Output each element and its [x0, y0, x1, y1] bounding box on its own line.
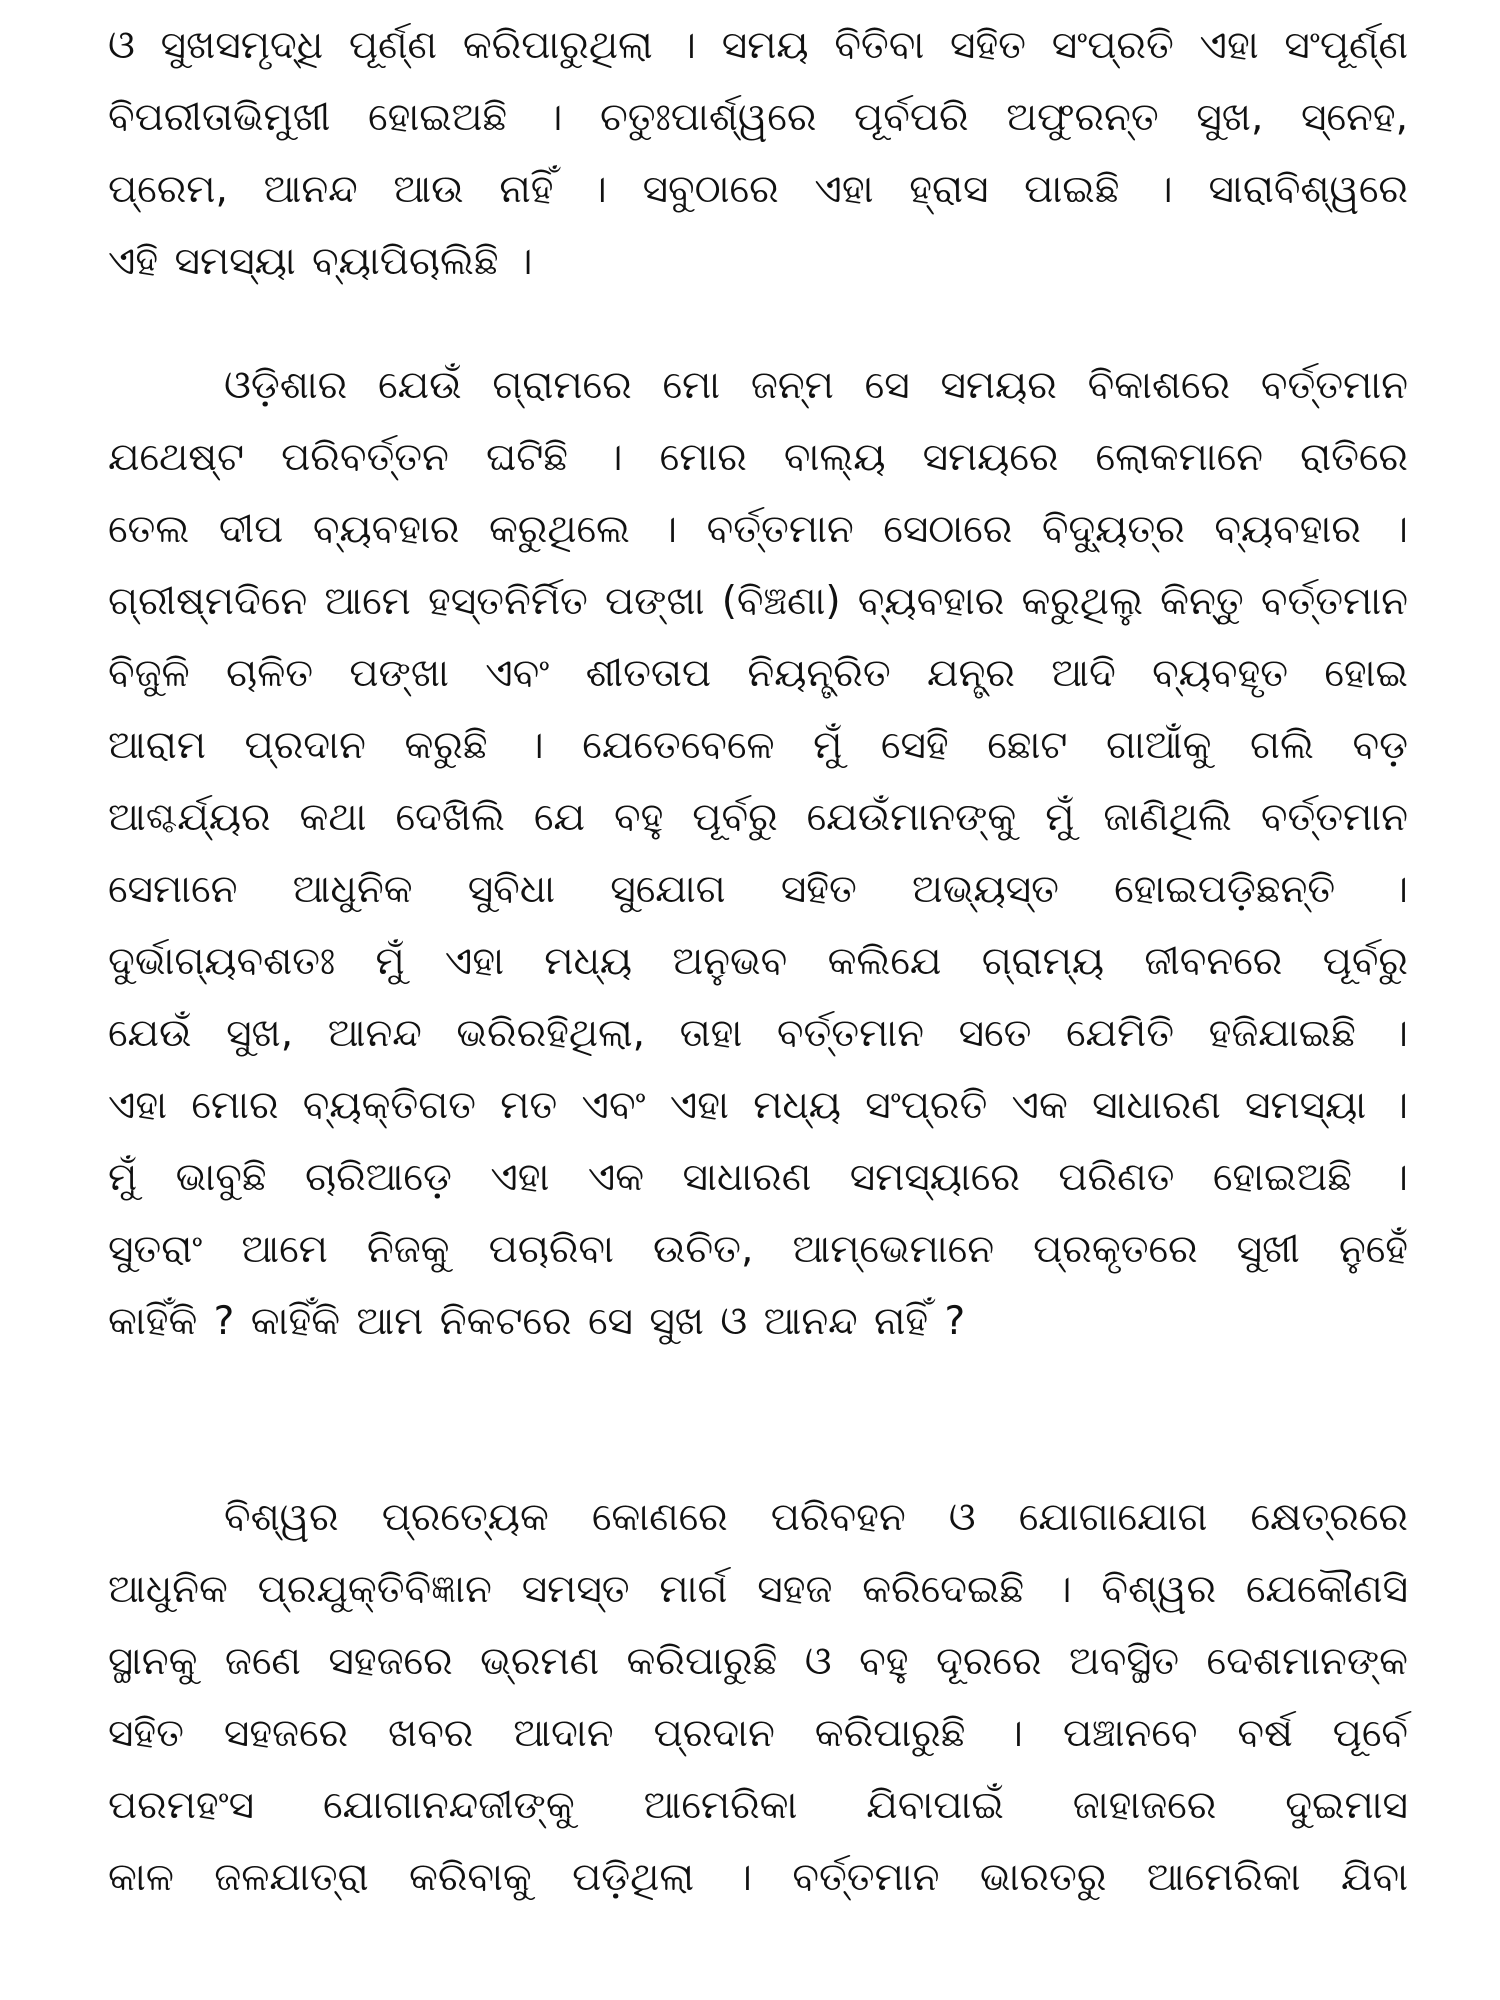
text-line: ଆଶ୍ଚର୍ଯ୍ୟର କଥା ଦେଖିଲି ଯେ ବହୁ ପୂର୍ବରୁ ଯେଉଁମାନଙ୍କୁ ମୁଁ ଜାଣିଥିଲି ବର୍ତ୍ତମାନ: [108, 795, 1408, 840]
text-line: ବିଶ୍ୱର ପ୍ରତ୍ୟେକ କୋଣରେ ପରିବହନ ଓ ଯୋଗାଯୋଗ କ୍ଷେତ୍ରରେ: [224, 1495, 1408, 1540]
text-line: ତେଲ ଦୀପ ବ୍ୟବହାର କରୁଥିଲେ । ବର୍ତ୍ତମାନ ସେଠାରେ ବିଦ୍ୟୁତ୍‌ର ବ୍ୟବହାର ।: [108, 507, 1408, 552]
text-line: ଓ ସୁଖସମୃଦ୍ଧି ପୂର୍ଣ୍ଣ କରିପାରୁଥିଲା । ସମୟ ବିତିବା ସହିତ ସଂପ୍ରତି ଏହା ସଂପୂର୍ଣ୍ଣ: [108, 23, 1408, 68]
text-line: ପ୍ରେମ, ଆନନ୍ଦ ଆଉ ନାହିଁ । ସବୁଠାରେ ଏହା ହ୍ରାସ ପାଇଛି । ସାରାବିଶ୍ୱରେ: [108, 167, 1408, 212]
text-line: ବିଜୁଳି ଚାଳିତ ପଙ୍ଖା ଏବଂ ଶୀତତାପ ନିୟନ୍ତ୍ରିତ ଯନ୍ତ୍ର ଆଦି ବ୍ୟବହୃତ ହୋଇ: [108, 651, 1408, 696]
paragraph-3: [108, 1482, 1408, 1914]
text-line: ସୁତରାଂ ଆମେ ନିଜକୁ ପଚାରିବା ଉଚିତ, ଆମ୍ଭେମାନେ ପ୍ରକୃତରେ ସୁଖୀ ନୁହେଁ: [108, 1227, 1408, 1272]
paragraph-1: [108, 10, 1408, 298]
text-line: ଦୁର୍ଭାଗ୍ୟବଶତଃ ମୁଁ ଏହା ମଧ୍ୟ ଅନୁଭବ କଲିଯେ ଗ୍ରାମ୍ୟ ଜୀବନରେ ପୂର୍ବରୁ: [108, 939, 1408, 984]
text-line: ଆରାମ ପ୍ରଦାନ କରୁଛି । ଯେତେବେଳେ ମୁଁ ସେହି ଛୋଟ ଗାଆଁକୁ ଗଲି ବଡ଼: [108, 723, 1408, 768]
text-line: ପରମହଂସ ଯୋଗାନନ୍ଦଜୀଙ୍କୁ ଆମେରିକା ଯିବାପାଇଁ ଜାହାଜରେ ଦୁଇମାସ: [108, 1783, 1408, 1828]
text-line: ବିପରୀତାଭିମୁଖୀ ହୋଇଅଛି । ଚତୁଃପାର୍ଶ୍ୱରେ ପୂର୍ବପରି ଅଫୁରନ୍ତ ସୁଖ, ସ୍ନେହ,: [108, 95, 1408, 140]
text-line: ଯେଉଁ ସୁଖ, ଆନନ୍ଦ ଭରିରହିଥିଲା, ତାହା ବର୍ତ୍ତମାନ ସତେ ଯେମିତି ହଜିଯାଇଛି ।: [108, 1011, 1408, 1056]
text-line: କାହିଁକି ? କାହିଁକି ଆମ ନିକଟରେ ସେ ସୁଖ ଓ ଆନନ୍ଦ ନାହିଁ ?: [108, 1299, 966, 1344]
text-line: ସହିତ ସହଜରେ ଖବର ଆଦାନ ପ୍ରଦାନ କରିପାରୁଛି । ପଞ୍ଚାନବେ ବର୍ଷ ପୂର୍ବେ: [108, 1711, 1408, 1756]
text-line: ସେମାନେ ଆଧୁନିକ ସୁବିଧା ସୁଯୋଗ ସହିତ ଅଭ୍ୟସ୍ତ ହୋଇପଡ଼ିଛନ୍ତି ।: [108, 867, 1408, 912]
text-line: ଏହି ସମସ୍ୟା ବ୍ୟାପିଚାଲିଛି ।: [108, 239, 533, 284]
text-line: ଏହା ମୋର ବ୍ୟକ୍ତିଗତ ମତ ଏବଂ ଏହା ମଧ୍ୟ ସଂପ୍ରତି ଏକ ସାଧାରଣ ସମସ୍ୟା ।: [108, 1083, 1408, 1128]
text-line: ସ୍ଥାନକୁ ଜଣେ ସହଜରେ ଭ୍ରମଣ କରିପାରୁଛି ଓ ବହୁ ଦୂରରେ ଅବସ୍ଥିତ ଦେଶମାନଙ୍କ: [108, 1639, 1408, 1684]
paragraph-2: [108, 350, 1408, 1358]
text-line: କାଳ ଜଳଯାତ୍ରା କରିବାକୁ ପଡ଼ିଥିଲା । ବର୍ତ୍ତମାନ ଭାରତରୁ ଆମେରିକା ଯିବା: [108, 1855, 1408, 1900]
text-line: ମୁଁ ଭାବୁଛି ଚାରିଆଡ଼େ ଏହା ଏକ ସାଧାରଣ ସମସ୍ୟାରେ ପରିଣତ ହୋଇଅଛି ।: [108, 1155, 1408, 1200]
text-line: ଓଡ଼ିଶାର ଯେଉଁ ଗ୍ରାମରେ ମୋ ଜନ୍ମ ସେ ସମୟର ବିକାଶରେ ବର୍ତ୍ତମାନ: [224, 363, 1408, 408]
text-line: ଆଧୁନିକ ପ୍ରଯୁକ୍ତିବିଜ୍ଞାନ ସମସ୍ତ ମାର୍ଗ ସହଜ କରିଦେଇଛି । ବିଶ୍ୱର ଯେକୌଣସି: [108, 1567, 1408, 1612]
text-line: ଗ୍ରୀଷ୍ମଦିନେ ଆମେ ହସ୍ତନିର୍ମିତ ପଙ୍ଖା (ବିଞ୍ଚଣା) ବ୍ୟବହାର କରୁଥିଲୁ କିନ୍ତୁ ବର୍ତ୍ତମାନ: [108, 579, 1408, 624]
text-line: ଯଥେଷ୍ଟ ପରିବର୍ତ୍ତନ ଘଟିଛି । ମୋର ବାଲ୍ୟ ସମୟରେ ଲୋକମାନେ ରାତିରେ: [108, 435, 1408, 480]
